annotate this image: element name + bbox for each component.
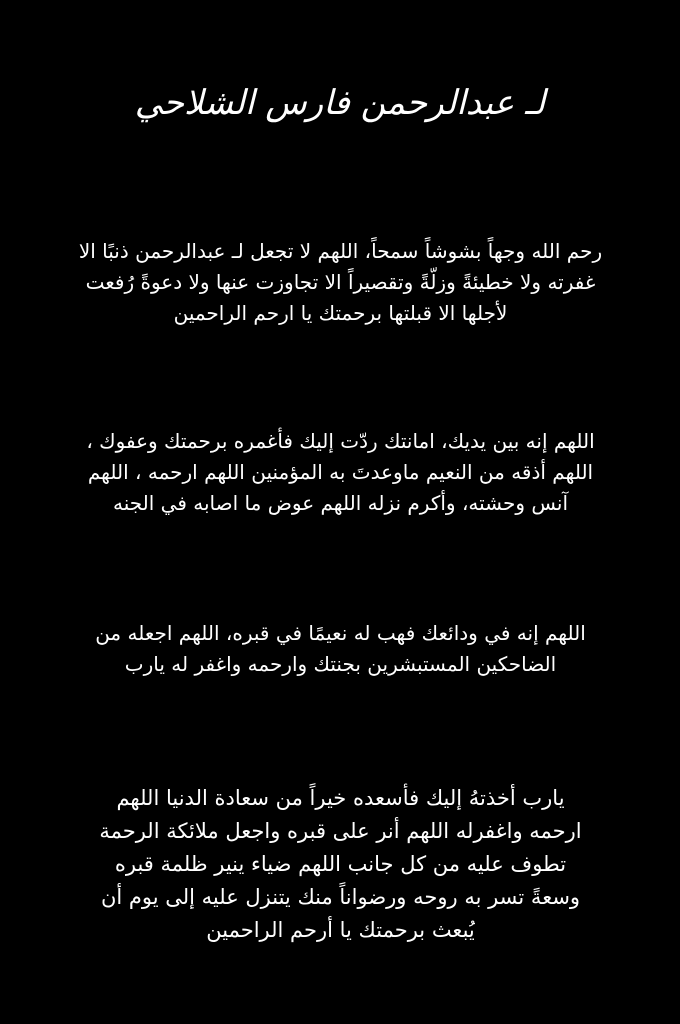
paragraph-line: تطوف عليه من كل جانب اللهم ضياء ينير ظلمة قبره — [114, 852, 567, 876]
paragraph-line: غفرته ولا خطيئةً وزلّةً وتقصيراً الا تجاوزت عنها ولا دعوةً رُفعت — [85, 270, 596, 294]
paragraph-line: وسعةً تسر به روحه ورضواناً منك يتنزل عليه إلى يوم أن — [100, 885, 581, 909]
paragraph-line: الضاحكين المستبشرين بجنتك وارحمه واغفر له يارب — [124, 652, 557, 676]
paragraph-line: رحم الله وجهاً بشوشاً سمحاً، اللهم لا تجعل لـ عبدالرحمن ذنبًا الا — [78, 239, 603, 263]
prayer-paragraph-3 — [28, 618, 653, 680]
paragraph-line: آنس وحشته، وأكرم نزله اللهم عوض ما اصابه في الجنه — [112, 491, 568, 515]
paragraph-line: اللهم إنه في ودائعك فهب له نعيمًا في قبره، اللهم اجعله من — [95, 621, 586, 645]
paragraph-line: يارب أخذتهُ إليك فأسعده خيراً من سعادة الدنيا اللهم — [116, 786, 565, 810]
prayer-paragraph-1 — [28, 236, 653, 329]
paragraph-line: لأجلها الا قبلتها برحمتك يا ارحم الراحمين — [173, 301, 508, 325]
prayer-paragraph-2 — [28, 426, 653, 519]
prayer-paragraph-4 — [28, 782, 653, 947]
paragraph-line: اللهم إنه بين يديك، امانتك ردّت إليك فأغمره برحمتك وعفوك ، — [86, 429, 595, 453]
page-title: لـ عبدالرحمن فارس الشلاحي — [134, 83, 546, 123]
paragraph-line: اللهم أذقه من النعيم ماوعدتَ به المؤمنين اللهم ارحمه ، اللهم — [87, 460, 594, 484]
paragraph-line: يُبعث برحمتك يا أرحم الراحمين — [206, 918, 475, 942]
paragraph-line: ارحمه واغفرله اللهم أنر على قبره واجعل ملائكة الرحمة — [99, 819, 582, 843]
